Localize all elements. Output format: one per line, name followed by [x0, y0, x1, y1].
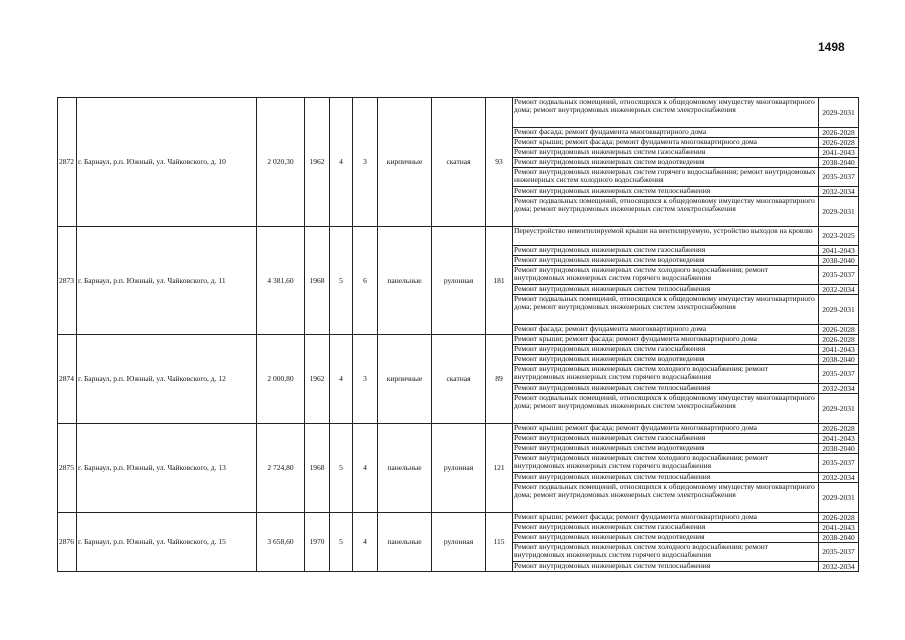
work-period: 2035-2037 [819, 454, 859, 473]
building-entrances: 6 [353, 227, 378, 335]
building-area: 3 658,60 [257, 513, 305, 572]
work-description: Ремонт внутридомовых инженерных систем холодного водоснабжения; ремонт внутридомовых инженерных систем горячего водоснабжения [513, 543, 819, 562]
building-address: г. Барнаул, р.п. Южный, ул. Чайковского, д. 13 [77, 424, 257, 513]
work-period: 2026-2028 [819, 138, 859, 148]
work-period: 2026-2028 [819, 513, 859, 523]
work-period: 2029-2031 [819, 394, 859, 424]
work-period: 2026-2028 [819, 424, 859, 434]
apartment-count: 89 [486, 335, 513, 424]
work-description: Ремонт внутридомовых инженерных систем газоснабжения [513, 148, 819, 158]
work-description: Ремонт крыши; ремонт фасада; ремонт фундамента многоквартирного дома [513, 513, 819, 523]
work-period: 2029-2031 [819, 295, 859, 325]
building-address: г. Барнаул, р.п. Южный, ул. Чайковского, д. 10 [77, 98, 257, 227]
building-number: 2872 [58, 98, 77, 227]
building-address: г. Барнаул, р.п. Южный, ул. Чайковского, д. 12 [77, 335, 257, 424]
work-description: Ремонт внутридомовых инженерных систем теплоснабжения [513, 473, 819, 483]
work-period: 2041-2043 [819, 246, 859, 256]
building-address: г. Барнаул, р.п. Южный, ул. Чайковского, д. 11 [77, 227, 257, 335]
building-area: 2 000,80 [257, 335, 305, 424]
work-description: Ремонт подвальных помещений, относящихся к общедомовому имуществу многоквартирного дома; ремонт внутридомовых инженерных систем электроснабжения [513, 394, 819, 424]
building-number: 2875 [58, 424, 77, 513]
work-period: 2032-2034 [819, 187, 859, 197]
work-description: Ремонт внутридомовых инженерных систем газоснабжения [513, 523, 819, 533]
roof-type: рулонная [432, 227, 486, 335]
building-number: 2874 [58, 335, 77, 424]
work-description: Ремонт внутридомовых инженерных систем горячего водоснабжения; ремонт внутридомовых инженерных систем холодного водоснабжения [513, 168, 819, 187]
building-entrances: 3 [353, 335, 378, 424]
work-description: Ремонт внутридомовых инженерных систем холодного водоснабжения; ремонт внутридомовых инженерных систем горячего водоснабжения [513, 365, 819, 384]
building-floors: 4 [330, 98, 353, 227]
work-description: Ремонт подвальных помещений, относящихся к общедомовому имуществу многоквартирного дома; ремонт внутридомовых инженерных систем электроснабжения [513, 295, 819, 325]
table-row [58, 335, 859, 345]
work-period: 2038-2040 [819, 158, 859, 168]
work-description: Ремонт внутридомовых инженерных систем газоснабжения [513, 345, 819, 355]
roof-type: рулонная [432, 424, 486, 513]
work-description: Ремонт фасада; ремонт фундамента многоквартирного дома [513, 128, 819, 138]
work-description: Ремонт крыши; ремонт фасада; ремонт фундамента многоквартирного дома [513, 335, 819, 345]
wall-material: панельные [378, 424, 432, 513]
table-row [58, 513, 859, 523]
work-description: Переустройство невентилируемой крыши на вентилируемую, устройство выходов на кровлю [513, 227, 819, 246]
work-period: 2038-2040 [819, 256, 859, 266]
work-description: Ремонт внутридомовых инженерных систем водоотведения [513, 355, 819, 365]
work-description: Ремонт крыши; ремонт фасада; ремонт фундамента многоквартирного дома [513, 138, 819, 148]
work-period: 2032-2034 [819, 285, 859, 295]
building-year: 1968 [305, 424, 330, 513]
work-description: Ремонт внутридомовых инженерных систем водоотведения [513, 158, 819, 168]
work-description: Ремонт фасада; ремонт фундамента многоквартирного дома [513, 325, 819, 335]
work-description: Ремонт внутридомовых инженерных систем холодного водоснабжения; ремонт внутридомовых инженерных систем горячего водоснабжения [513, 454, 819, 473]
building-entrances: 3 [353, 98, 378, 227]
work-period: 2038-2040 [819, 444, 859, 454]
building-address: г. Барнаул, р.п. Южный, ул. Чайковского, д. 15 [77, 513, 257, 572]
building-entrances: 4 [353, 513, 378, 572]
work-period: 2038-2040 [819, 533, 859, 543]
building-floors: 5 [330, 424, 353, 513]
work-description: Ремонт внутридомовых инженерных систем газоснабжения [513, 246, 819, 256]
work-period: 2026-2028 [819, 325, 859, 335]
work-period: 2035-2037 [819, 266, 859, 285]
work-description: Ремонт внутридомовых инженерных систем холодного водоснабжения; ремонт внутридомовых инженерных систем горячего водоснабжения [513, 266, 819, 285]
building-entrances: 4 [353, 424, 378, 513]
work-description: Ремонт подвальных помещений, относящихся к общедомовому имуществу многоквартирного дома; ремонт внутридомовых инженерных систем электроснабжения [513, 98, 819, 128]
work-period: 2029-2031 [819, 98, 859, 128]
wall-material: панельные [378, 513, 432, 572]
wall-material: кирпичные [378, 335, 432, 424]
work-description: Ремонт подвальных помещений, относящихся к общедомовому имуществу многоквартирного дома; ремонт внутридомовых инженерных систем электроснабжения [513, 197, 819, 227]
building-year: 1962 [305, 335, 330, 424]
wall-material: панельные [378, 227, 432, 335]
building-area: 2 724,80 [257, 424, 305, 513]
building-floors: 4 [330, 335, 353, 424]
roof-type: скатная [432, 98, 486, 227]
building-floors: 5 [330, 513, 353, 572]
building-year: 1968 [305, 227, 330, 335]
building-year: 1962 [305, 98, 330, 227]
apartment-count: 93 [486, 98, 513, 227]
building-floors: 5 [330, 227, 353, 335]
apartment-count: 121 [486, 424, 513, 513]
work-period: 2041-2043 [819, 523, 859, 533]
work-period: 2026-2028 [819, 128, 859, 138]
table-body [58, 98, 859, 572]
work-period: 2029-2031 [819, 197, 859, 227]
wall-material: кирпичные [378, 98, 432, 227]
apartment-count: 115 [486, 513, 513, 572]
building-area: 4 381,60 [257, 227, 305, 335]
work-description: Ремонт внутридомовых инженерных систем водоотведения [513, 256, 819, 266]
work-period: 2041-2043 [819, 148, 859, 158]
building-number: 2873 [58, 227, 77, 335]
work-description: Ремонт внутридомовых инженерных систем водоотведения [513, 533, 819, 543]
work-description: Ремонт внутридомовых инженерных систем теплоснабжения [513, 562, 819, 572]
work-period: 2032-2034 [819, 473, 859, 483]
work-period: 2032-2034 [819, 562, 859, 572]
building-number: 2876 [58, 513, 77, 572]
table-row [58, 227, 859, 246]
work-description: Ремонт внутридомовых инженерных систем водоотведения [513, 444, 819, 454]
work-period: 2041-2043 [819, 345, 859, 355]
work-description: Ремонт внутридомовых инженерных систем теплоснабжения [513, 384, 819, 394]
work-period: 2038-2040 [819, 355, 859, 365]
work-period: 2032-2034 [819, 384, 859, 394]
work-description: Ремонт крыши; ремонт фасада; ремонт фундамента многоквартирного дома [513, 424, 819, 434]
capital-repair-table [57, 97, 859, 572]
apartment-count: 181 [486, 227, 513, 335]
work-period: 2023-2025 [819, 227, 859, 246]
work-period: 2026-2028 [819, 335, 859, 345]
work-period: 2041-2043 [819, 434, 859, 444]
roof-type: рулонная [432, 513, 486, 572]
roof-type: скатная [432, 335, 486, 424]
work-description: Ремонт подвальных помещений, относящихся к общедомовому имуществу многоквартирного дома; ремонт внутридомовых инженерных систем электроснабжения [513, 483, 819, 513]
work-description: Ремонт внутридомовых инженерных систем теплоснабжения [513, 285, 819, 295]
work-period: 2035-2037 [819, 365, 859, 384]
work-description: Ремонт внутридомовых инженерных систем теплоснабжения [513, 187, 819, 197]
building-year: 1970 [305, 513, 330, 572]
building-area: 2 020,30 [257, 98, 305, 227]
table-row [58, 98, 859, 128]
table-row [58, 424, 859, 434]
work-period: 2029-2031 [819, 483, 859, 513]
page-number: 1498 [818, 40, 845, 54]
work-description: Ремонт внутридомовых инженерных систем газоснабжения [513, 434, 819, 444]
work-period: 2035-2037 [819, 168, 859, 187]
work-period: 2035-2037 [819, 543, 859, 562]
